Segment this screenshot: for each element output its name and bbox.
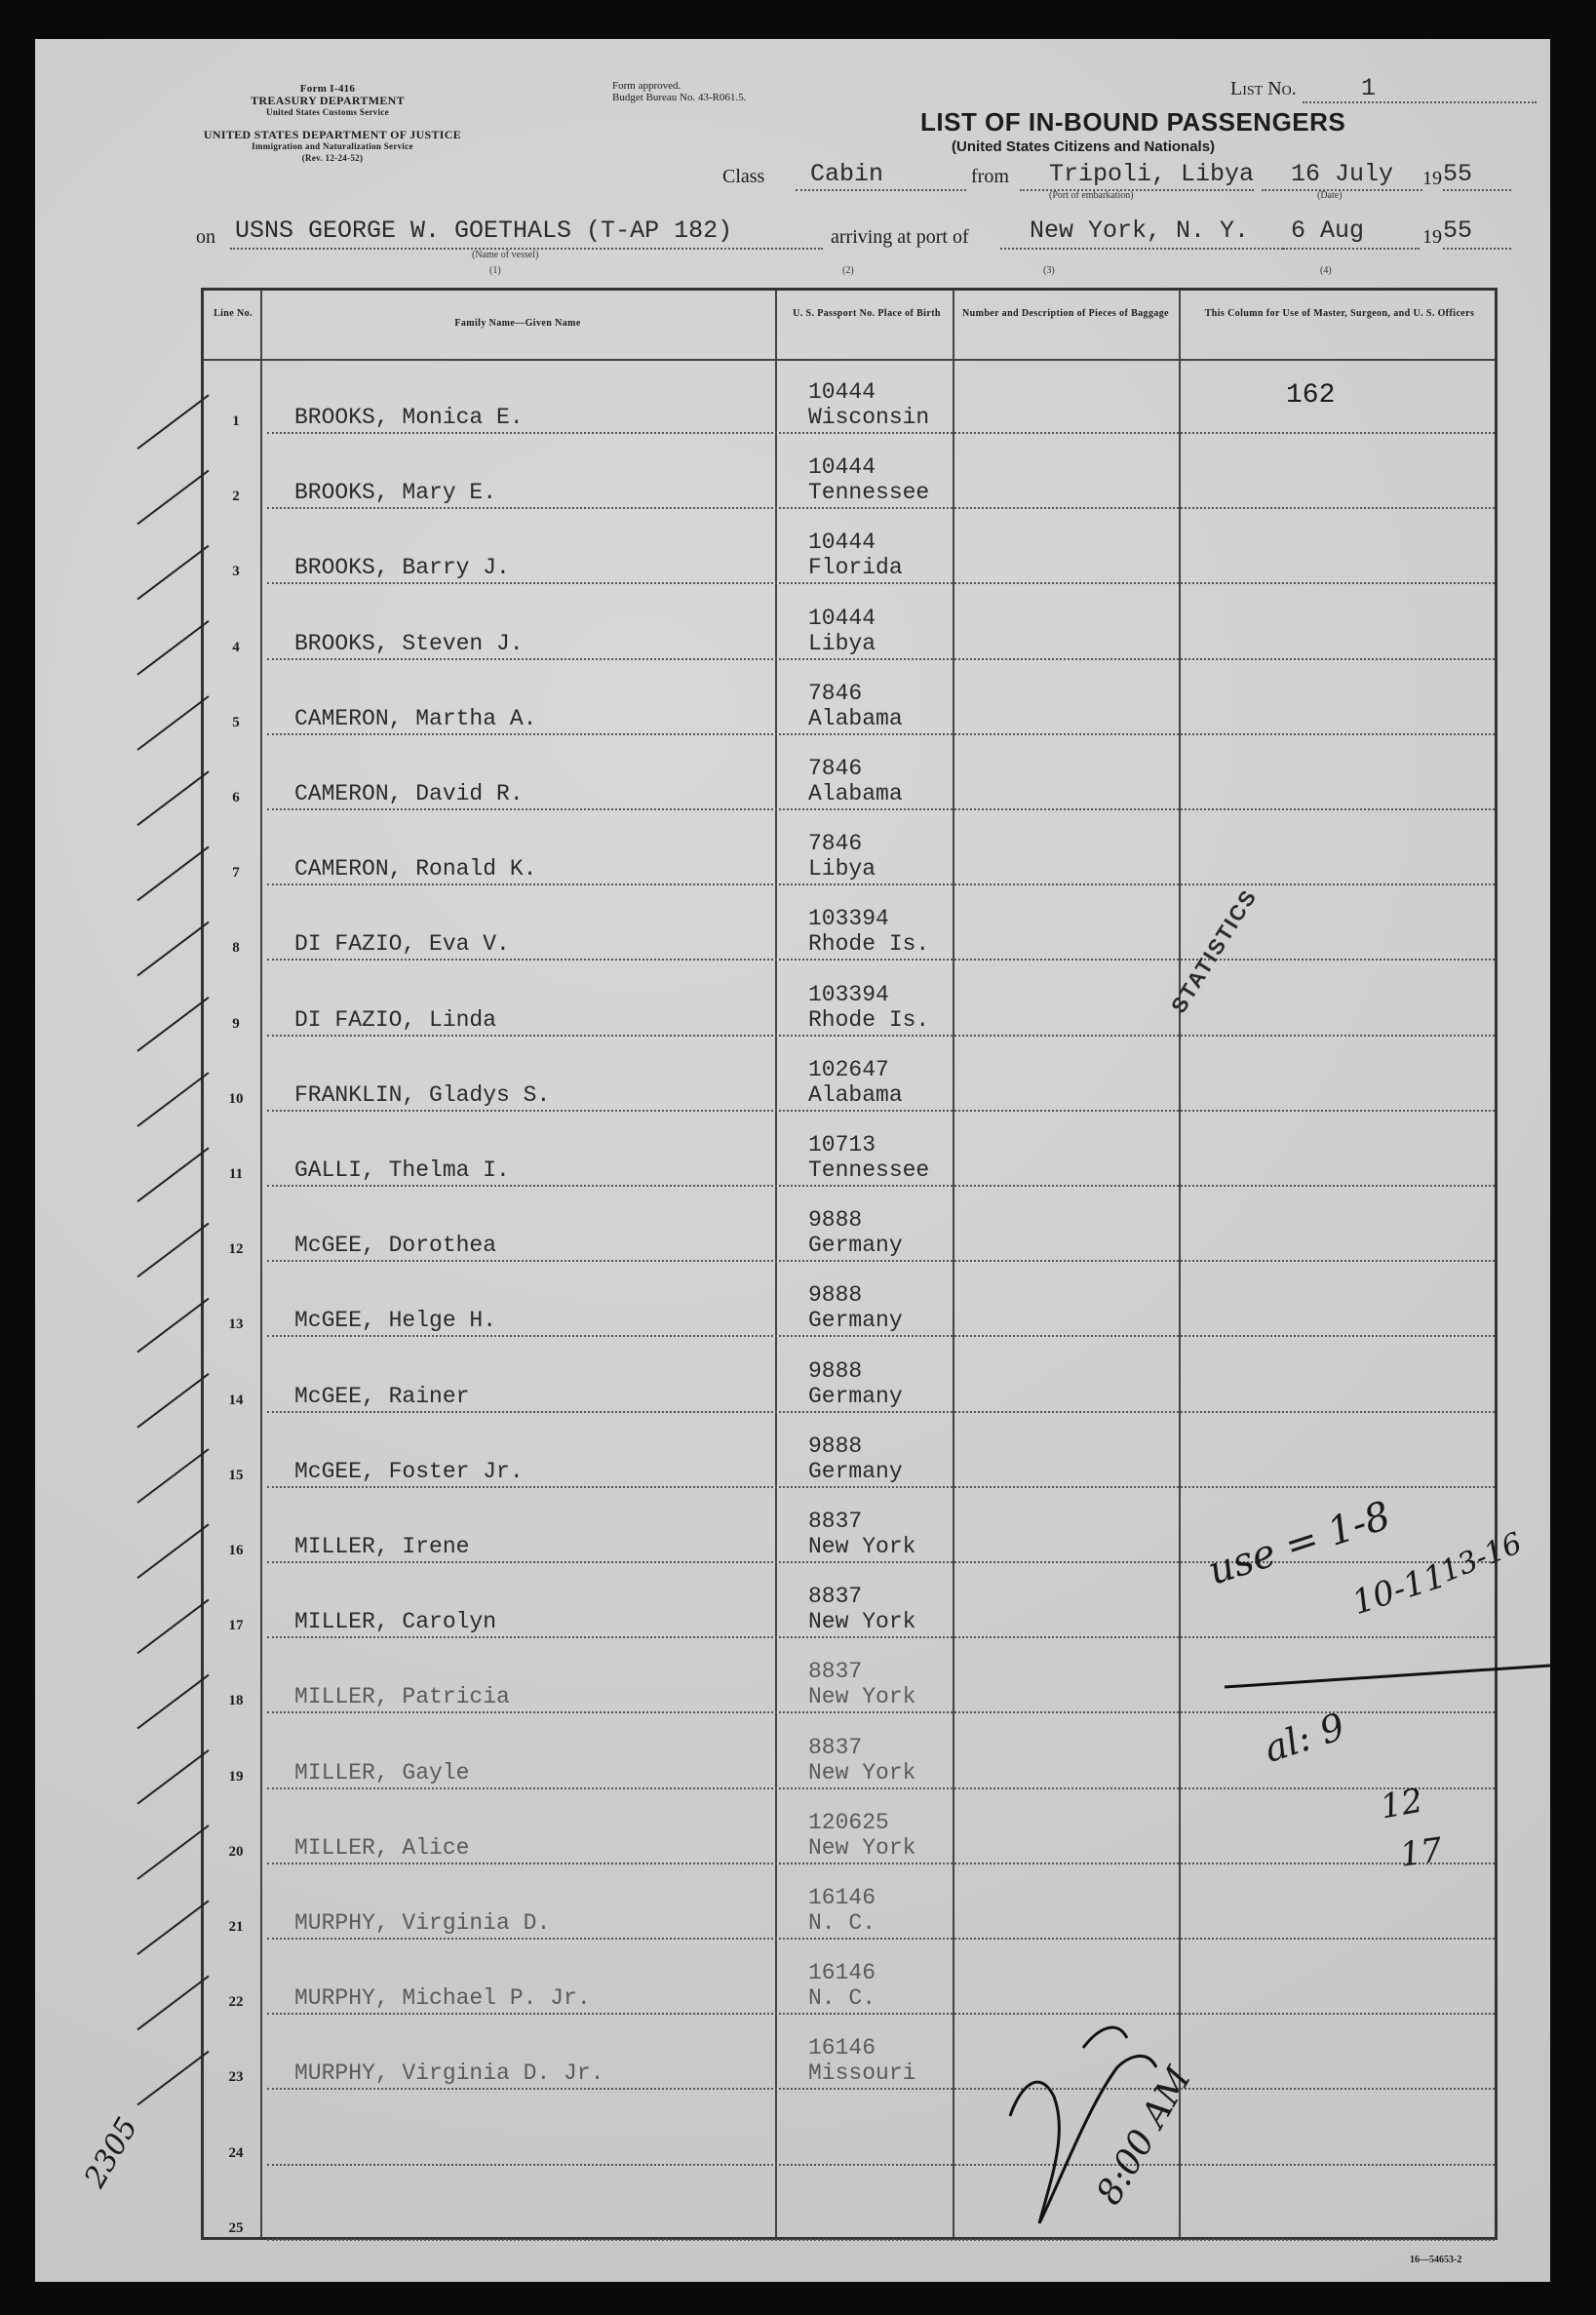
- date-field: [1262, 160, 1422, 191]
- place-of-birth: Germany: [808, 1458, 903, 1484]
- passport-number: 10713: [808, 1132, 876, 1158]
- passenger-name: McGEE, Helge H.: [294, 1308, 497, 1334]
- place-of-birth: Germany: [808, 1383, 903, 1409]
- vessel-name: USNS GEORGE W. GOETHALS (T-AP 182): [235, 216, 733, 245]
- passport-number: 16146: [808, 2035, 876, 2061]
- check-mark: [137, 2052, 209, 2105]
- check-mark: [137, 546, 209, 600]
- passport-number: 10444: [808, 530, 876, 556]
- line-number: 19: [228, 1768, 244, 1785]
- passport-number: 7846: [808, 831, 863, 857]
- place-of-birth: New York: [808, 1759, 916, 1785]
- passport-number: 120625: [808, 1809, 889, 1835]
- agency-block: [201, 83, 454, 118]
- customs-service: United States Customs Service: [266, 107, 389, 117]
- form-number: Form I-416: [299, 83, 356, 95]
- treasury-department: TREASURY DEPARTMENT: [251, 94, 405, 107]
- page-title: LIST OF IN-BOUND PASSENGERS: [920, 107, 1346, 137]
- justice-block: [191, 129, 474, 164]
- check-mark: [137, 1148, 209, 1201]
- passport-number: 10444: [808, 605, 876, 631]
- passenger-name: BROOKS, Steven J.: [294, 630, 524, 656]
- check-mark: [137, 846, 209, 900]
- passport-number: 8837: [808, 1584, 863, 1610]
- ins-service: Immigration and Naturalization Service: [252, 141, 413, 151]
- check-mark: [137, 395, 209, 449]
- passenger-name: DI FAZIO, Linda: [294, 1006, 497, 1033]
- check-mark: [137, 1223, 209, 1276]
- header-name: Family Name—Given Name: [454, 318, 581, 329]
- list-no-value: [1303, 74, 1537, 103]
- page-subtitle: (United States Citizens and Nationals): [952, 138, 1216, 155]
- line-number: 17: [228, 1618, 244, 1634]
- place-of-birth: Germany: [808, 1233, 903, 1259]
- table-row: [204, 810, 1495, 885]
- check-mark: [137, 1073, 209, 1126]
- passport-number: 8837: [808, 1659, 863, 1685]
- line-number: 8: [232, 940, 240, 957]
- place-of-birth: Tennessee: [808, 480, 930, 506]
- passenger-name: BROOKS, Monica E.: [294, 405, 524, 430]
- from-label: from: [971, 166, 1009, 187]
- header-officers: This Column for Use of Master, Surgeon, and U. S. Officers: [1204, 308, 1475, 319]
- use-note-3: 13-16: [1435, 1526, 1527, 1589]
- passport-number: 103394: [808, 981, 889, 1007]
- passenger-name: BROOKS, Mary E.: [294, 480, 497, 506]
- passport-number: 7846: [808, 756, 863, 781]
- passport-number: 9888: [808, 1207, 863, 1234]
- year-prefix: 19: [1422, 168, 1442, 189]
- table-row: [204, 2166, 1495, 2241]
- place-of-birth: Rhode Is.: [808, 931, 930, 958]
- line-number: 1: [232, 413, 240, 429]
- line-number: 12: [228, 1241, 244, 1258]
- place-of-birth: New York: [808, 1834, 916, 1861]
- place-of-birth: N. C.: [808, 1910, 876, 1936]
- arrival-year: 55: [1443, 216, 1473, 245]
- check-mark: [137, 1901, 209, 1954]
- header-passport: U. S. Passport No. Place of Birth: [793, 308, 941, 319]
- passport-number: 10444: [808, 379, 876, 405]
- use-note-2: 10-11: [1347, 1555, 1451, 1624]
- table-row: [204, 1864, 1495, 1940]
- place-of-birth: New York: [808, 1684, 916, 1710]
- place-of-birth: Libya: [808, 630, 876, 656]
- place-of-birth: Germany: [808, 1308, 903, 1334]
- header-baggage: Number and Description of Pieces of Baggage: [962, 308, 1169, 319]
- arrival-port: New York, N. Y.: [1030, 216, 1250, 245]
- check-mark: [137, 1825, 209, 1879]
- line-number: 21: [228, 1919, 244, 1935]
- table-row: [204, 434, 1495, 509]
- line-number: 20: [228, 1843, 244, 1860]
- passport-number: 8837: [808, 1734, 863, 1760]
- justice-department: UNITED STATES DEPARTMENT OF JUSTICE: [203, 128, 462, 141]
- line-number: 3: [232, 564, 240, 580]
- table-row: [204, 585, 1495, 660]
- line-number: 13: [228, 1316, 244, 1333]
- line-number: 2: [232, 489, 240, 505]
- check-mark: [137, 621, 209, 675]
- list-no-label: List No.: [1230, 78, 1297, 99]
- passenger-name: MURPHY, Virginia D.: [294, 1910, 551, 1936]
- check-mark: [137, 1524, 209, 1578]
- line-number: 4: [232, 639, 240, 655]
- port-of-embarkation: Tripoli, Libya: [1049, 160, 1255, 188]
- check-mark: [137, 1976, 209, 2029]
- table-row: [204, 1338, 1495, 1413]
- passenger-name: CAMERON, Ronald K.: [294, 856, 537, 883]
- al-note-3: 17: [1397, 1830, 1445, 1875]
- arrival-date: 6 Aug: [1291, 216, 1365, 245]
- place-of-birth: Libya: [808, 856, 876, 883]
- passport-number: 9888: [808, 1282, 863, 1309]
- passenger-name: CAMERON, Martha A.: [294, 705, 537, 731]
- line-number: 10: [228, 1090, 244, 1107]
- table-row: [204, 2015, 1495, 2090]
- place-of-birth: New York: [808, 1534, 916, 1559]
- port-caption: (Port of embarkation): [1049, 190, 1134, 201]
- margin-number: 2305: [77, 2111, 145, 2194]
- place-of-birth: Alabama: [808, 781, 903, 806]
- table-row: [204, 1413, 1495, 1488]
- date-caption: (Date): [1317, 190, 1343, 201]
- passenger-name: McGEE, Rainer: [294, 1383, 470, 1409]
- passport-number: 10444: [808, 454, 876, 481]
- place-of-birth: Florida: [808, 555, 903, 581]
- line-number: 9: [232, 1015, 240, 1032]
- passport-number: 8837: [808, 1509, 863, 1534]
- statistics-stamp: STATISTICS: [1166, 883, 1263, 1018]
- line-number: 11: [228, 1166, 244, 1182]
- on-label: on: [196, 226, 215, 248]
- class-label: Class: [722, 166, 765, 187]
- form-approved: Form approved.: [612, 80, 681, 92]
- revision-date: (Rev. 12-24-52): [301, 153, 364, 163]
- passenger-name: DI FAZIO, Eva V.: [294, 931, 510, 958]
- table-row: [204, 660, 1495, 735]
- manifest-page: [35, 39, 1550, 2282]
- place-of-birth: Alabama: [808, 705, 903, 731]
- table-row: [204, 1037, 1495, 1112]
- passenger-name: MILLER, Gayle: [294, 1759, 470, 1785]
- place-of-birth: Tennessee: [808, 1158, 930, 1183]
- passenger-table: [201, 288, 1498, 2240]
- footer-code: 16—54653-2: [1410, 2255, 1462, 2265]
- arrival-date-field: [1283, 216, 1420, 250]
- passport-number: 102647: [808, 1056, 889, 1082]
- table-row: [204, 509, 1495, 584]
- line-number: 18: [228, 1693, 244, 1709]
- passport-number: 103394: [808, 906, 889, 932]
- port-field: [1020, 160, 1254, 191]
- check-mark: [137, 1675, 209, 1729]
- table-row: [204, 735, 1495, 810]
- line-number: 22: [228, 1994, 244, 2011]
- line-number: 5: [232, 714, 240, 730]
- check-mark: [137, 998, 209, 1051]
- vessel-caption: (Name of vessel): [472, 250, 539, 260]
- place-of-birth: Wisconsin: [808, 405, 930, 430]
- embarkation-year: 55: [1443, 160, 1473, 188]
- class-value: Cabin: [810, 160, 884, 188]
- vessel-field: [230, 216, 823, 250]
- table-row: [204, 1789, 1495, 1864]
- line-number: 15: [228, 1467, 244, 1483]
- check-mark: [137, 771, 209, 825]
- arrival-port-field: [1000, 216, 1283, 250]
- class-field: [796, 160, 966, 191]
- table-row: [204, 1638, 1495, 1713]
- check-mark: [137, 696, 209, 750]
- line-number: 14: [228, 1392, 244, 1408]
- passenger-name: MURPHY, Michael P. Jr.: [294, 1985, 591, 2012]
- table-row: [204, 1563, 1495, 1638]
- passport-number: 16146: [808, 1960, 876, 1986]
- arriving-label: arriving at port of: [831, 226, 969, 248]
- check-mark: [137, 1374, 209, 1428]
- place-of-birth: Alabama: [808, 1081, 903, 1108]
- col-number-3: (3): [1043, 265, 1055, 276]
- table-row: [204, 2091, 1495, 2166]
- table-row: [204, 1187, 1495, 1262]
- passport-number: 9888: [808, 1357, 863, 1384]
- passenger-name: McGEE, Foster Jr.: [294, 1458, 524, 1484]
- line-number: 16: [228, 1543, 244, 1558]
- col-number-2: (2): [842, 265, 854, 276]
- table-row: [204, 1940, 1495, 2015]
- col-number-1: (1): [489, 265, 501, 276]
- check-mark: [137, 470, 209, 524]
- line-number: 24: [228, 2144, 244, 2161]
- passport-number: 7846: [808, 680, 863, 706]
- check-mark: [137, 1599, 209, 1653]
- use-note: use = 1-8: [1202, 1493, 1396, 1594]
- arrival-year-field: [1443, 216, 1511, 250]
- passenger-name: GALLI, Thelma I.: [294, 1158, 510, 1183]
- passenger-name: MILLER, Irene: [294, 1534, 470, 1559]
- passport-number: 16146: [808, 1885, 876, 1910]
- line-number: 7: [232, 865, 240, 882]
- passenger-name: MILLER, Alice: [294, 1834, 470, 1861]
- passport-number: 9888: [808, 1432, 863, 1459]
- passenger-name: McGEE, Dorothea: [294, 1233, 497, 1259]
- check-mark: [137, 1449, 209, 1503]
- passenger-name: CAMERON, David R.: [294, 781, 524, 806]
- line-number: 25: [228, 2219, 244, 2236]
- line-number: 23: [228, 2069, 244, 2086]
- place-of-birth: New York: [808, 1609, 916, 1635]
- al-note-2: 12: [1377, 1781, 1426, 1827]
- place-of-birth: Missouri: [808, 2060, 916, 2087]
- passenger-name: BROOKS, Barry J.: [294, 555, 510, 581]
- check-mark: [137, 922, 209, 976]
- signature-time: 8:00 AM: [1089, 2060, 1200, 2212]
- place-of-birth: Rhode Is.: [808, 1006, 930, 1033]
- line-number: 6: [232, 790, 240, 805]
- passenger-name: MURPHY, Virginia D. Jr.: [294, 2060, 604, 2087]
- col-number-4: (4): [1320, 265, 1332, 276]
- year-field: [1443, 160, 1511, 191]
- table-row: [204, 885, 1495, 961]
- passenger-name: MILLER, Carolyn: [294, 1609, 497, 1635]
- al-note: al: 9: [1259, 1705, 1350, 1771]
- passenger-name: FRANKLIN, Gladys S.: [294, 1081, 551, 1108]
- passenger-name: MILLER, Patricia: [294, 1684, 510, 1710]
- table-row: [204, 1262, 1495, 1337]
- arrival-year-prefix: 19: [1422, 226, 1442, 248]
- budget-bureau: Budget Bureau No. 43-R061.5.: [612, 92, 747, 103]
- header-line-no: Line No.: [214, 308, 253, 319]
- form-approval: [612, 80, 746, 103]
- check-mark: [137, 1299, 209, 1353]
- check-mark: [137, 1750, 209, 1804]
- embarkation-date: 16 July: [1291, 160, 1394, 188]
- row-rule: [267, 2239, 1495, 2241]
- list-no: 1: [1361, 74, 1377, 102]
- table-row: [204, 1112, 1495, 1187]
- table-row: [204, 961, 1495, 1037]
- officer-mark: 162: [1286, 380, 1336, 411]
- place-of-birth: N. C.: [808, 1985, 876, 2012]
